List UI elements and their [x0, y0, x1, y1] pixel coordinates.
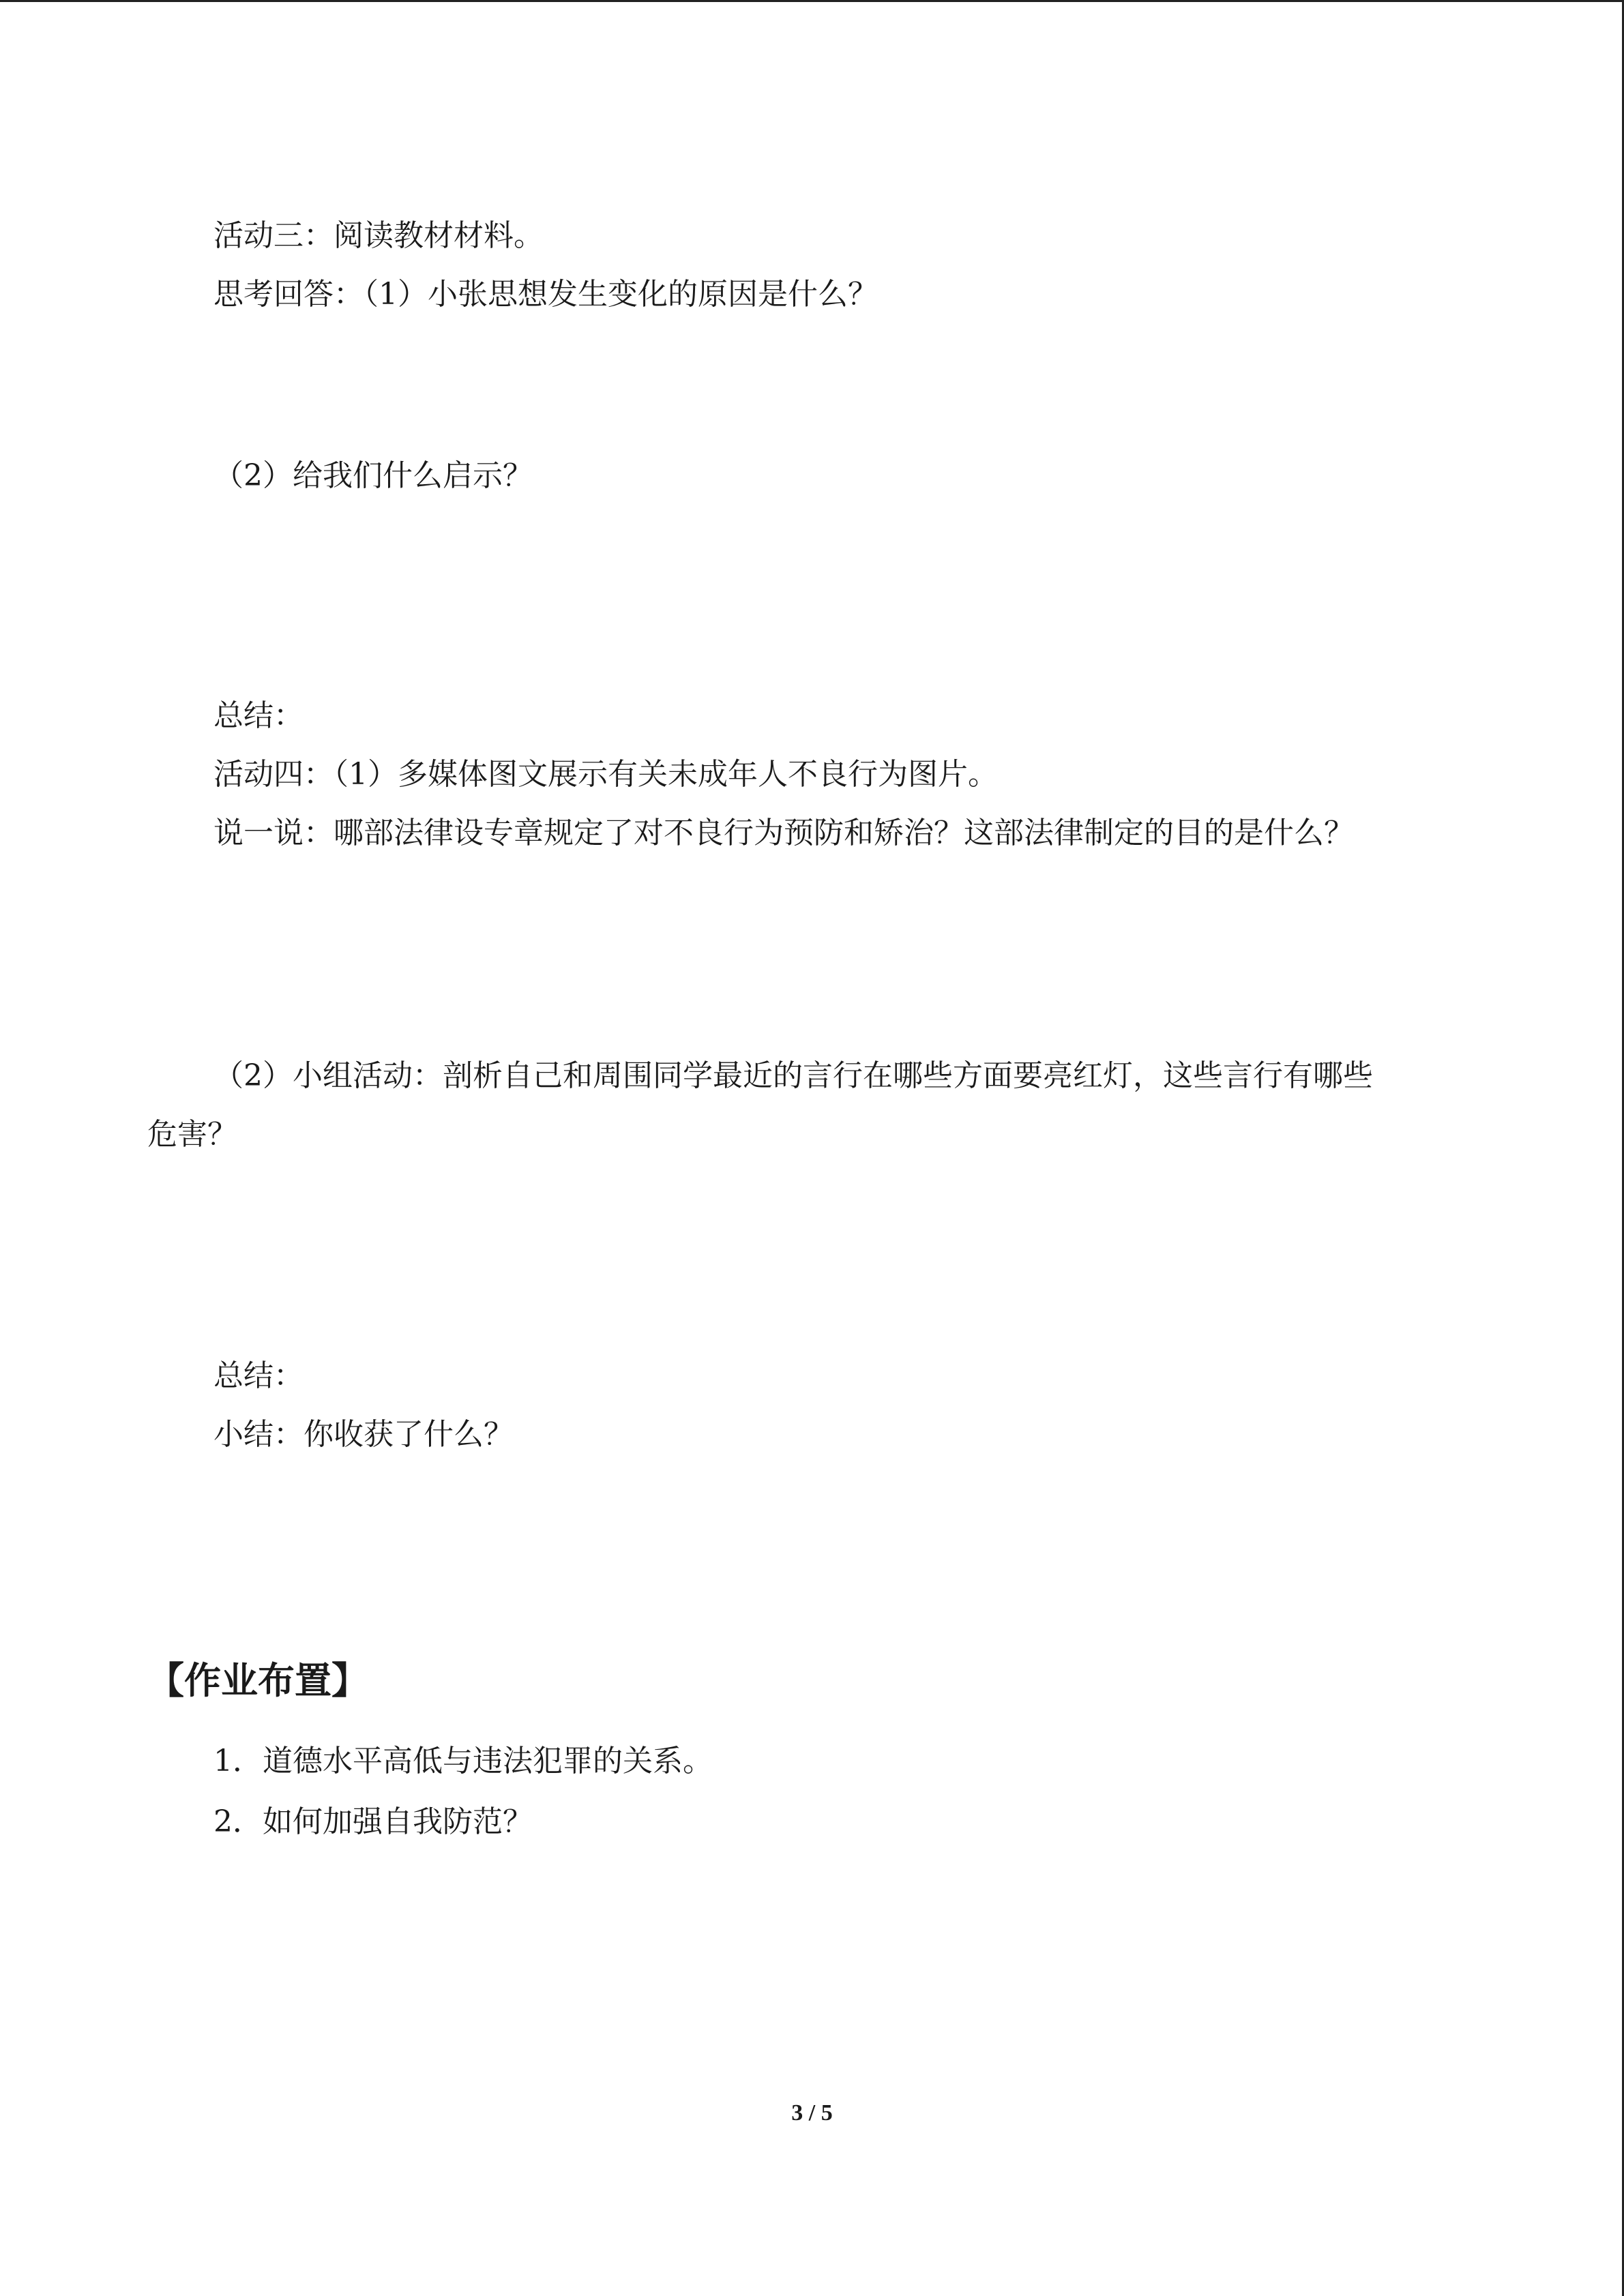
- activity3-question-2: （2）给我们什么启示？: [213, 458, 533, 493]
- activity4-group-line-2: 危害？: [147, 1117, 237, 1152]
- page-number: 3 / 5: [791, 2100, 833, 2126]
- activity3-title: 活动三：阅读教材材料。: [213, 218, 544, 253]
- summary-label-2: 总结：: [213, 1358, 304, 1393]
- homework-item-2: 2．如何加强自我防范？: [213, 1804, 533, 1839]
- wrapup-question: 小结：你收获了什么？: [213, 1417, 514, 1452]
- activity4-group-line-1: （2）小组活动：剖析自己和周围同学最近的言行在哪些方面要亮红灯，这些言行有哪些: [213, 1058, 1373, 1093]
- homework-item-1: 1．道德水平高低与违法犯罪的关系。: [213, 1744, 713, 1778]
- activity4-say: 说一说：哪部法律设专章规定了对不良行为预防和矫治？这部法律制定的目的是什么？: [213, 816, 1354, 850]
- homework-heading: 【作业布置】: [147, 1659, 368, 1702]
- page-border-top: [0, 0, 1624, 2]
- activity4-title: 活动四：（1）多媒体图文展示有关未成年人不良行为图片。: [213, 757, 998, 792]
- activity3-question-1: 思考回答：（1）小张思想发生变化的原因是什么？: [213, 277, 878, 312]
- summary-label-1: 总结：: [213, 698, 304, 733]
